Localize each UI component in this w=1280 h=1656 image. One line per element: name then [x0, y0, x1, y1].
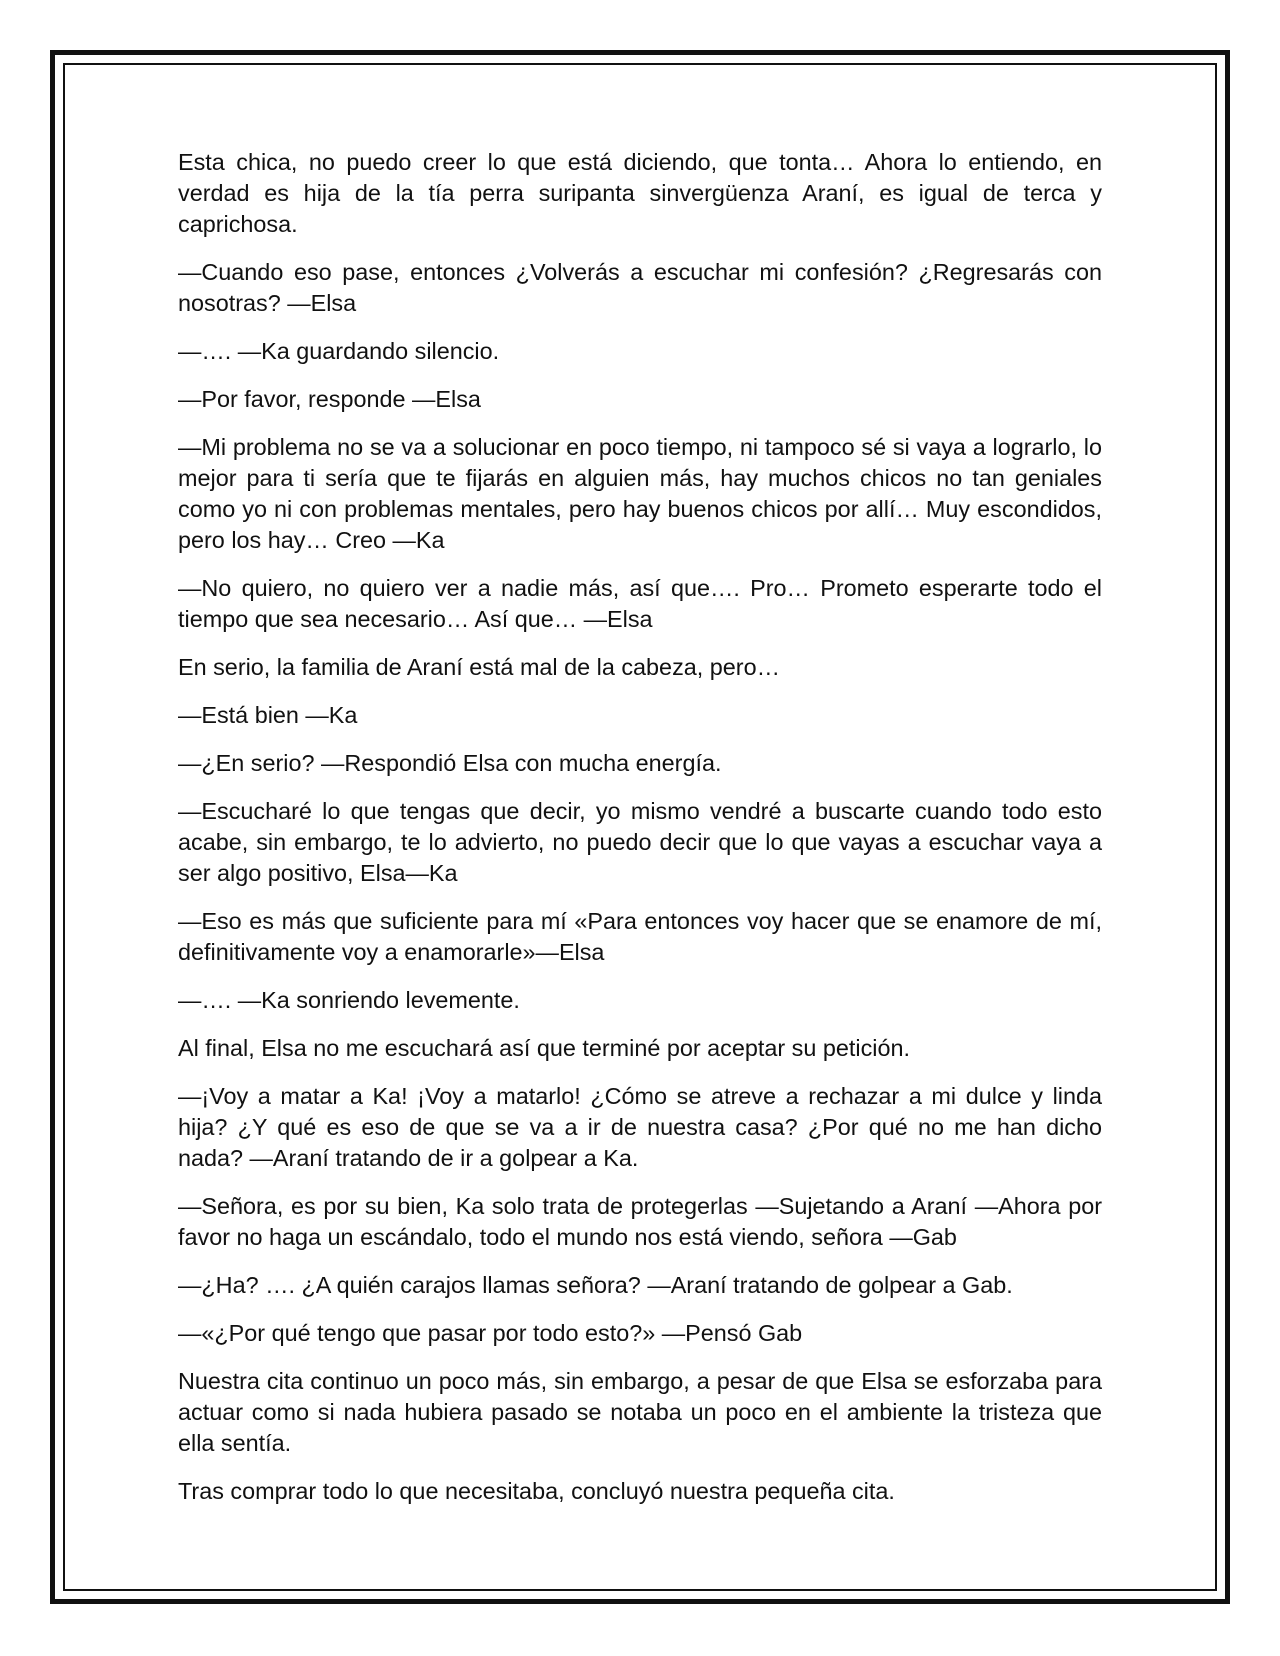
paragraph: —¿Ha? …. ¿A quién carajos llamas señora? —Araní tratando de golpear a Gab. — [178, 1272, 1013, 1298]
paragraph: —Mi problema no se va a solucionar en poco tiempo, ni tampoco sé si vaya a lograrlo, lo mejor para ti sería que te fijarás en alguien más, hay muchos chicos no tan geniales como yo ni con problemas mentales, pero hay buenos chicos por allí… Muy escondidos, pero los hay… Creo —Ka — [178, 434, 1102, 553]
paragraph: —Escucharé lo que tengas que decir, yo mismo vendré a buscarte cuando todo esto acabe, sin embargo, te lo advierto, no puedo decir que lo que vayas a escuchar vaya a ser algo positivo, Elsa—Ka — [178, 798, 1102, 886]
paragraph: —«¿Por qué tengo que pasar por todo esto?» —Pensó Gab — [178, 1320, 803, 1346]
paragraph: En serio, la familia de Araní está mal de la cabeza, pero… — [178, 654, 780, 680]
paragraph: Al final, Elsa no me escuchará así que terminé por aceptar su petición. — [178, 1035, 910, 1061]
paragraph: Nuestra cita continuo un poco más, sin embargo, a pesar de que Elsa se esforzaba para actuar como si nada hubiera pasado se notaba un poco en el ambiente la tristeza que ella sentía. — [178, 1368, 1102, 1456]
paragraph: —Está bien —Ka — [178, 702, 358, 728]
paragraph: —…. —Ka sonriendo levemente. — [178, 987, 520, 1013]
paragraph: —¿En serio? —Respondió Elsa con mucha energía. — [178, 750, 722, 776]
paragraph: —No quiero, no quiero ver a nadie más, así que…. Pro… Prometo esperarte todo el tiempo que sea necesario… Así que… —Elsa — [178, 575, 1102, 632]
paragraph: —¡Voy a matar a Ka! ¡Voy a matarlo! ¿Cómo se atreve a rechazar a mi dulce y linda hija? ¿Y qué es eso de que se va a ir de nuestra casa? ¿Por qué no me han dicho nada? —Araní tratando de ir a golpear a Ka. — [178, 1083, 1102, 1171]
paragraph: Esta chica, no puedo creer lo que está diciendo, que tonta… Ahora lo entiendo, en verdad es hija de la tía perra suripanta sinvergüenza Araní, es igual de terca y caprichosa. — [178, 149, 1102, 237]
paragraph: —Señora, es por su bien, Ka solo trata de protegerlas —Sujetando a Araní —Ahora por favor no haga un escándalo, todo el mundo nos está viendo, señora —Gab — [178, 1193, 1102, 1250]
paragraph: —Eso es más que suficiente para mí «Para entonces voy hacer que se enamore de mí, definitivamente voy a enamorarle»—Elsa — [178, 908, 1102, 965]
document-body — [178, 147, 1102, 1524]
paragraph: —…. —Ka guardando silencio. — [178, 338, 500, 364]
paragraph: Tras comprar todo lo que necesitaba, concluyó nuestra pequeña cita. — [178, 1478, 895, 1504]
paragraph: —Por favor, responde —Elsa — [178, 386, 481, 412]
paragraph: —Cuando eso pase, entonces ¿Volverás a escuchar mi confesión? ¿Regresarás con nosotras? —Elsa — [178, 259, 1102, 316]
